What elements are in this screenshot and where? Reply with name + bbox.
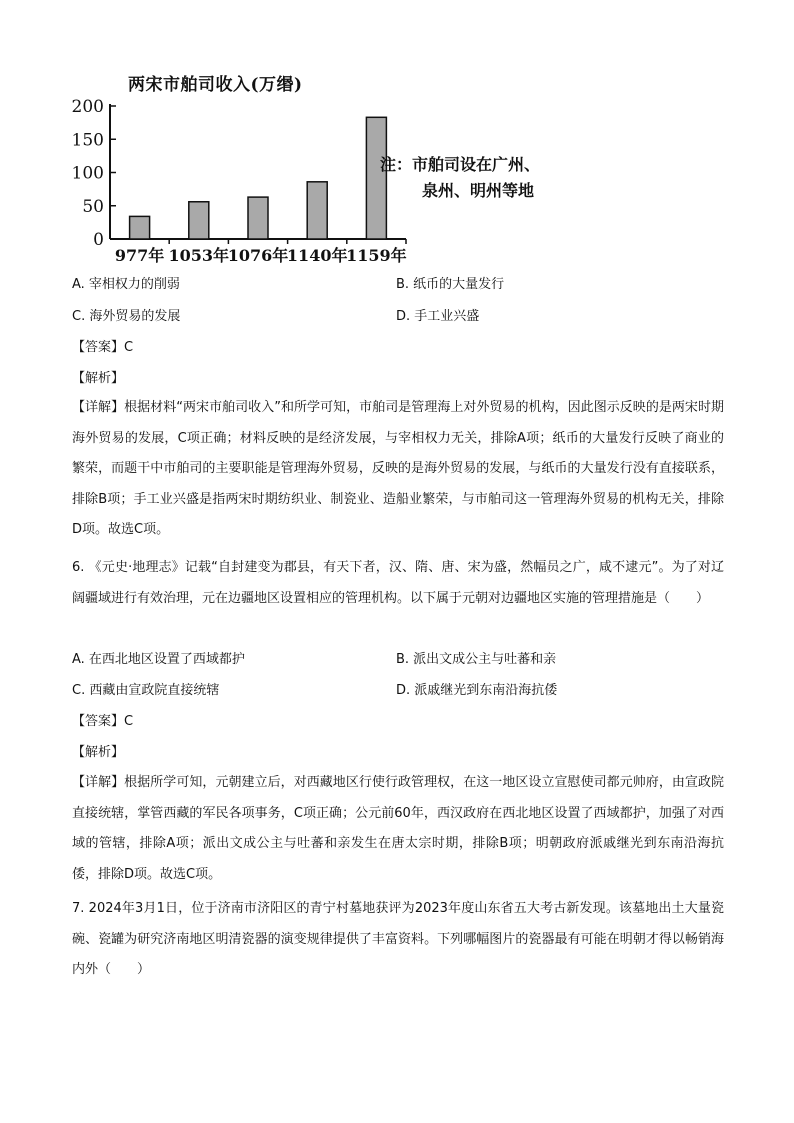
q6-stem: 6. 《元史·地理志》记载“自封建变为郡县，有天下者，汉、隋、唐、宋为盛，然幅员之广，咸不逮元”。为了对辽阔疆域进行有效治理，元在边疆地区设置相应的管理机构。以下属于元朝对边疆地区实施的管理措施是（ ） [72, 560, 724, 606]
bar [189, 202, 209, 239]
q6-analysis-label: 【解析】 [72, 745, 125, 760]
bar [307, 182, 327, 239]
bar [130, 216, 150, 239]
q5-analysis-label: 【解析】 [72, 371, 125, 386]
y-tick-label: 150 [71, 130, 104, 151]
chart-title: 两宋市舶司收入(万缗) [128, 75, 303, 95]
bar [248, 197, 268, 239]
y-tick-label: 0 [93, 230, 104, 250]
q6-answer: 【答案】C [72, 714, 134, 729]
chart-note [380, 152, 540, 204]
x-tick-label: 1053年 [168, 246, 230, 265]
y-tick-label: 100 [71, 163, 104, 184]
q6-option-c: C. 西藏由宣政院直接统辖 [72, 683, 220, 698]
q6-detail: 【详解】根据所学可知，元朝建立后，对西藏地区行使行政管理权，在这一地区设立宣慰使司都元帅府，由宣政院直接统辖，掌管西藏的军民各项事务，C项正确；公元前60年，西汉政府在西北地区设置了西域都护，加强了对西域的管辖，排除A项；派出文成公主与吐蕃和亲发生在唐太宗时期，排除B项；明朝政府派戚继光到东南沿海抗倭，排除D项。故选C项。 [72, 775, 724, 882]
q5-option-a: A. 宰相权力的削弱 [72, 277, 180, 292]
chart-note-line1: 注：市舶司设在广州、 [380, 155, 541, 174]
x-tick-label: 977年 [114, 246, 165, 265]
y-tick-label: 200 [71, 97, 104, 117]
q6-option-d: D. 派戚继光到东南沿海抗倭 [396, 683, 558, 698]
q5-option-c: C. 海外贸易的发展 [72, 309, 181, 324]
q5-detail: 【详解】根据材料“两宋市舶司收入”和所学可知，市舶司是管理海上对外贸易的机构，因此图示反映的是两宋时期海外贸易的发展，C项正确；材料反映的是经济发展，与宰相权力无关，排除A项；纸币的大量发行反映了商业的繁荣，而题干中市舶司的主要职能是管理海外贸易，反映的是海外贸易的发展，与纸币的大量发行没有直接联系，排除B项；手工业兴盛是指两宋时期纺织业、制瓷业、造船业繁荣，与市舶司这一管理海外贸易的机构无关，排除D项。故选C项。 [72, 400, 724, 537]
q6-option-a: A. 在西北地区设置了西域都护 [72, 652, 245, 667]
x-tick-label: 1140年 [286, 246, 348, 265]
q6-option-b: B. 派出文成公主与吐蕃和亲 [396, 652, 557, 667]
chart-plot [68, 66, 408, 276]
q5-option-b: B. 纸币的大量发行 [396, 277, 505, 292]
q5-answer: 【答案】C [72, 340, 134, 355]
x-tick-label: 1076年 [227, 246, 289, 265]
q7-stem: 7. 2024年3月1日，位于济南市济阳区的青宁村墓地获评为2023年度山东省五大考古新发现。该墓地出土大量瓷碗、瓷罐为研究济南地区明清瓷器的演变规律提供了丰富资料。下列哪幅图片的瓷器最有可能在明朝才得以畅销海内外（ ） [72, 901, 724, 977]
bar-chart [68, 66, 588, 276]
chart-note-line2: 泉州、明州等地 [422, 181, 535, 200]
x-tick-label: 1159年 [346, 246, 407, 265]
y-tick-label: 50 [82, 196, 104, 217]
q5-option-d: D. 手工业兴盛 [396, 309, 480, 324]
